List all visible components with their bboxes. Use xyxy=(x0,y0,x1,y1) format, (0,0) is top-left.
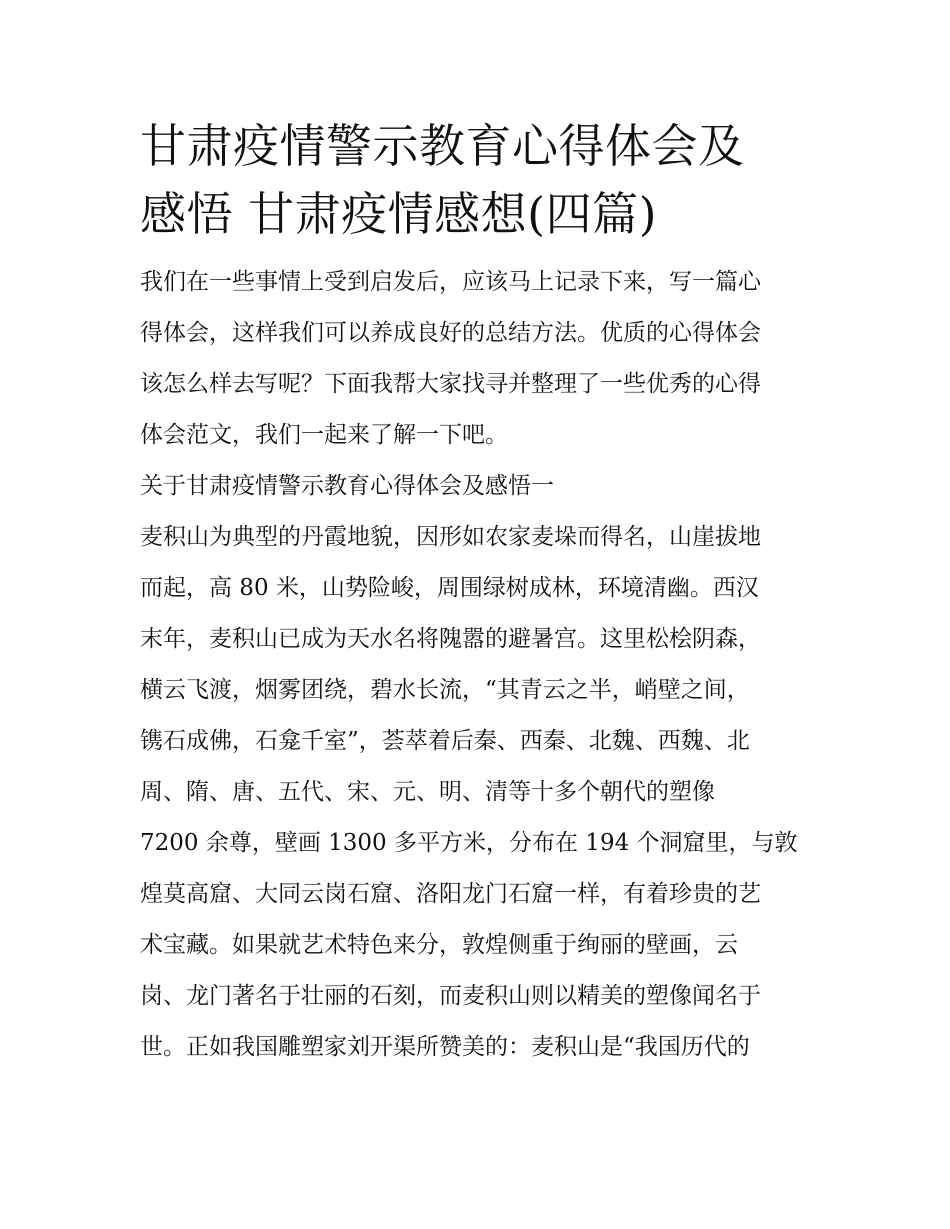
section-heading: 关于甘肃疫情警示教育心得体会及感悟一 xyxy=(140,473,554,499)
article-line: 横云飞渡，烟雾团绕，碧水长流，“其青云之半，峭壁之间， xyxy=(140,677,750,703)
intro-line: 体会范文，我们一起来了解一下吧。 xyxy=(140,422,508,448)
article-line: 煌莫高窟、大同云岗石窟、洛阳龙门石窟一样，有着珍贵的艺 xyxy=(140,881,761,907)
article-line: 镌石成佛，石龛千室”，荟萃着后秦、西秦、北魏、西魏、北 xyxy=(140,728,750,754)
title-line: 感悟 甘肃疫情感想(四篇) xyxy=(140,187,658,241)
intro-line: 该怎么样去写呢？下面我帮大家找寻并整理了一些优秀的心得 xyxy=(140,371,761,397)
article-line: 末年，麦积山已成为天水名将隗嚣的避暑宫。这里松桧阴森， xyxy=(140,626,761,652)
intro-line: 我们在一些事情上受到启发后，应该马上记录下来，写一篇心 xyxy=(140,269,761,295)
article-line: 术宝藏。如果就艺术特色来分，敦煌侧重于绚丽的壁画，云 xyxy=(140,932,738,958)
title-line: 甘肃疫情警示教育心得体会及 xyxy=(140,119,745,173)
document-title xyxy=(140,112,820,248)
article-line: 麦积山为典型的丹霞地貌，因形如农家麦垛而得名，山崖拔地 xyxy=(140,524,761,550)
article-line: 而起，高 80 米，山势险峻，周围绿树成林，环境清幽。西汉 xyxy=(140,575,759,601)
article-line: 7200 余尊，壁画 1300 多平方米，分布在 194 个洞窟里，与敦 xyxy=(140,830,798,856)
article-line: 世。正如我国雕塑家刘开渠所赞美的：麦积山是“我国历代的 xyxy=(140,1034,750,1060)
article-paragraph xyxy=(140,512,820,1073)
intro-line: 得体会，这样我们可以养成良好的总结方法。优质的心得体会 xyxy=(140,320,761,346)
intro-paragraph xyxy=(140,257,820,461)
article-line: 岗、龙门著名于壮丽的石刻，而麦积山则以精美的塑像闻名于 xyxy=(140,983,761,1009)
article-line: 周、隋、唐、五代、宋、元、明、清等十多个朝代的塑像 xyxy=(140,779,715,805)
document-content xyxy=(140,112,820,1073)
